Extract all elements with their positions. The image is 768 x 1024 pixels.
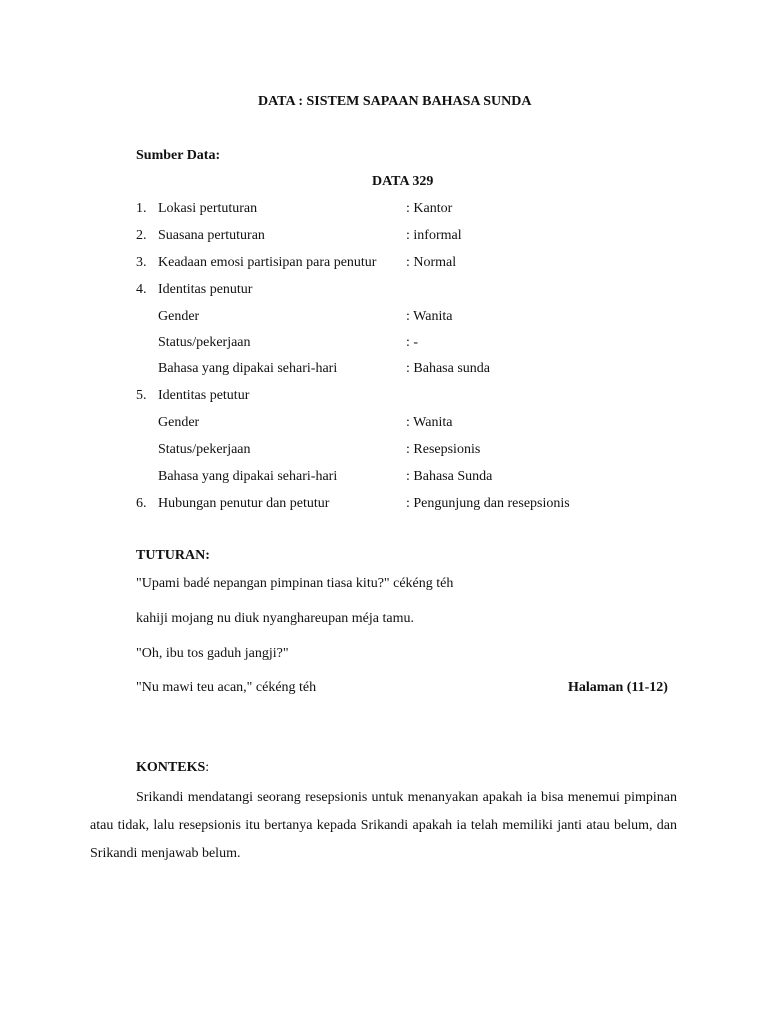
item-value: : Pengunjung dan resepsionis xyxy=(406,496,570,511)
item-label: Identitas petutur xyxy=(158,388,250,403)
item-number: 4. xyxy=(136,282,147,297)
item-value: : informal xyxy=(406,228,462,243)
item-label: Status/pekerjaan xyxy=(158,442,251,457)
item-value: : Kantor xyxy=(406,201,453,216)
item-value: : Bahasa sunda xyxy=(406,361,490,376)
item-label: Bahasa yang dipakai sehari-hari xyxy=(158,361,338,376)
item-number: 2. xyxy=(136,228,147,243)
item-value: : - xyxy=(406,335,419,350)
item-value: : Normal xyxy=(406,255,457,270)
item-number: 1. xyxy=(136,201,147,216)
item-value: : Wanita xyxy=(406,309,453,324)
halaman-reference: Halaman (11-12) xyxy=(568,680,668,695)
item-label: Hubungan penutur dan petutur xyxy=(158,496,330,511)
item-label: Gender xyxy=(158,415,200,430)
konteks-heading: KONTEKS xyxy=(136,760,206,775)
item-value: : Resepsionis xyxy=(406,442,481,457)
page-title: DATA : SISTEM SAPAAN BAHASA SUNDA xyxy=(258,94,532,109)
item-value: : Wanita xyxy=(406,415,453,430)
sumber-data-label: Sumber Data: xyxy=(136,148,221,163)
data-id: DATA 329 xyxy=(372,174,434,189)
tuturan-heading: TUTURAN: xyxy=(136,548,210,563)
item-label: Suasana pertuturan xyxy=(158,228,265,243)
konteks-heading-row xyxy=(136,759,209,777)
tuturan-line: "Oh, ibu tos gaduh jangji?" xyxy=(136,646,289,661)
item-number: 3. xyxy=(136,255,147,270)
konteks-paragraph: Srikandi mendatangi seorang resepsionis untuk menanyakan apakah ia bisa menemui pimpinan atau tidak, lalu resepsionis itu bertanya kepada Srikandi apakah ia telah memiliki janti atau belum, dan Srikandi menjawab belum. xyxy=(90,790,677,861)
item-number: 6. xyxy=(136,496,147,511)
item-label: Keadaan emosi partisipan para penutur xyxy=(158,255,377,270)
konteks-colon: : xyxy=(205,760,210,775)
item-label: Status/pekerjaan xyxy=(158,335,251,350)
item-label: Bahasa yang dipakai sehari-hari xyxy=(158,469,338,484)
item-value: : Bahasa Sunda xyxy=(406,469,493,484)
tuturan-line: kahiji mojang nu diuk nyanghareupan méja tamu. xyxy=(136,611,414,626)
tuturan-line: "Nu mawi teu acan," cékéng téh xyxy=(136,680,317,695)
item-number: 5. xyxy=(136,388,147,403)
item-label: Identitas penutur xyxy=(158,282,253,297)
tuturan-line: "Upami badé nepangan pimpinan tiasa kitu?" cékéng téh xyxy=(136,576,454,591)
item-label: Lokasi pertuturan xyxy=(158,201,258,216)
item-label: Gender xyxy=(158,309,200,324)
